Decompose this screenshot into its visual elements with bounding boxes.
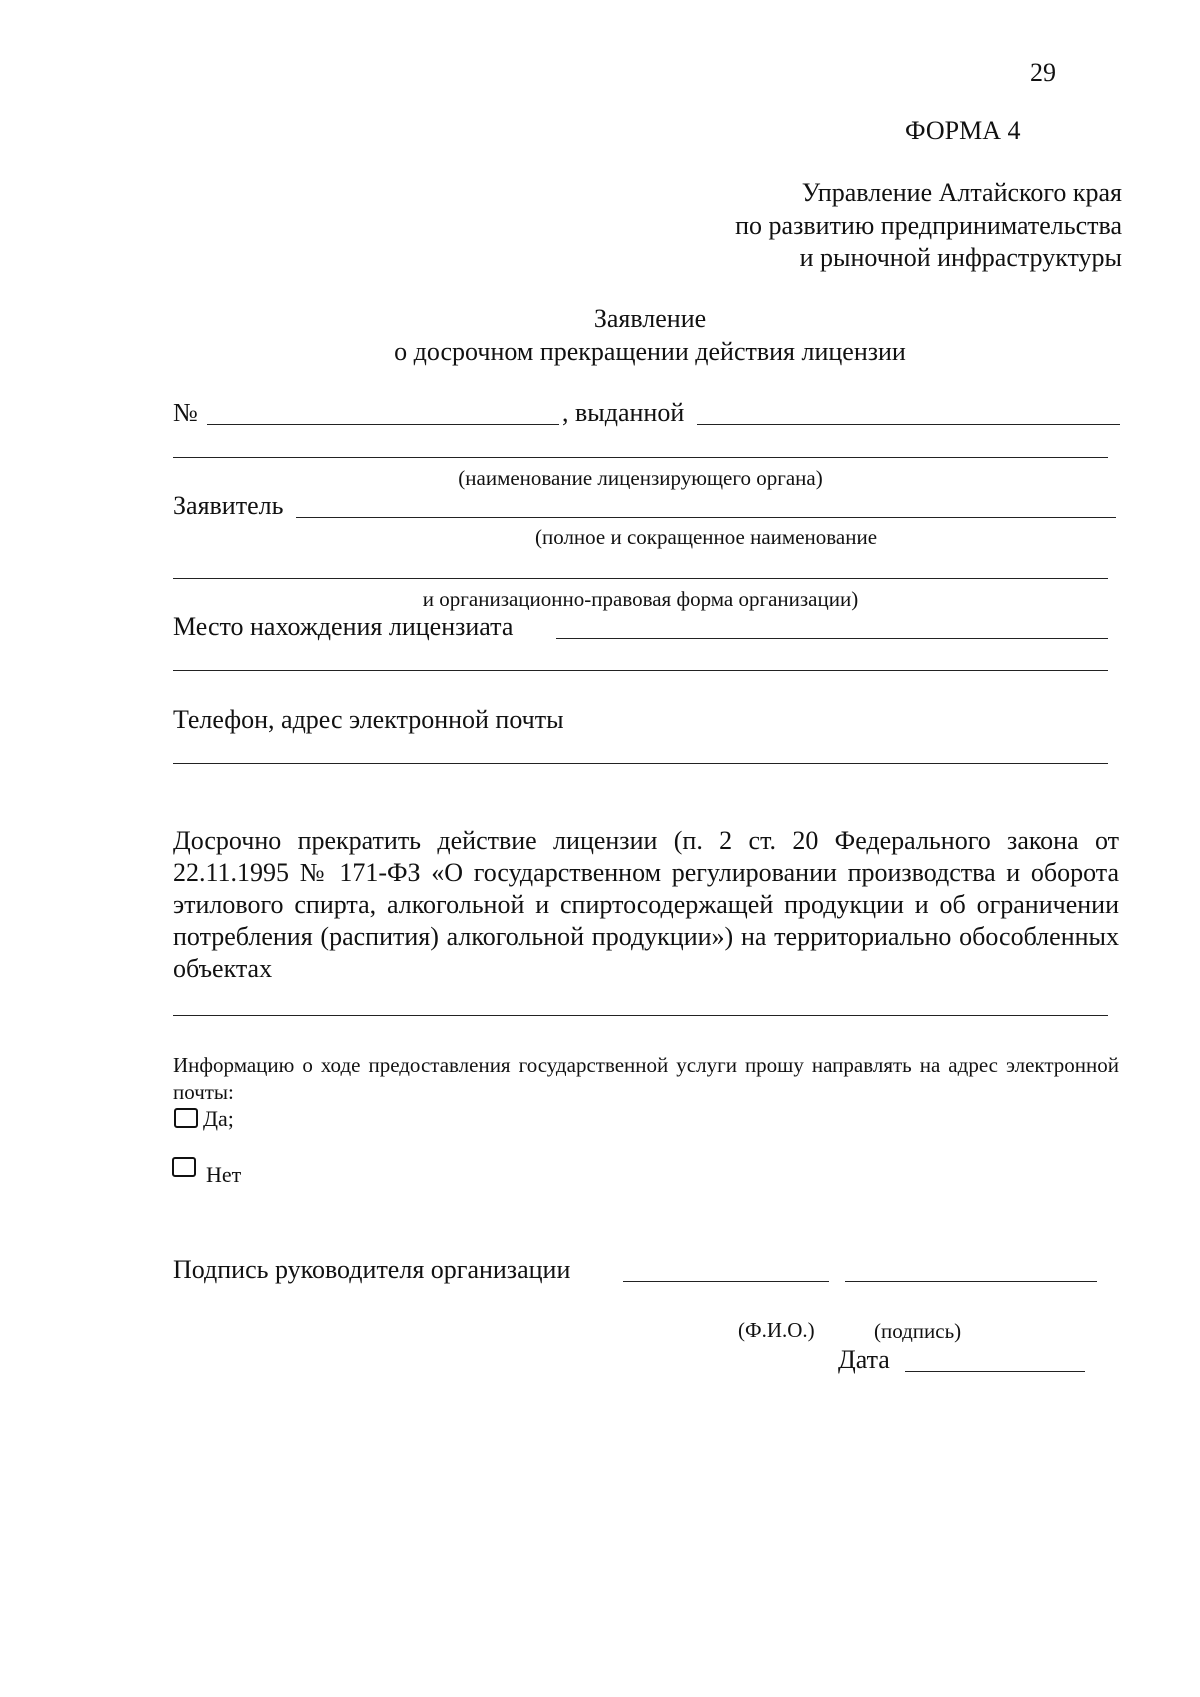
contacts-label: Телефон, адрес электронной почты bbox=[173, 705, 564, 734]
applicant-label: Заявитель bbox=[173, 491, 284, 520]
applicant-caption-2: и организационно-правовая форма организации) bbox=[422, 587, 859, 611]
date-line[interactable] bbox=[905, 1371, 1085, 1372]
location-line-2[interactable] bbox=[173, 670, 1108, 671]
fio-line[interactable] bbox=[623, 1281, 829, 1282]
signature-caption: (подпись) bbox=[874, 1319, 962, 1343]
notification-text: Информацию о ходе предоставления государственной услуги прошу направлять на адрес электронной почты: bbox=[173, 1053, 1119, 1104]
licensing-body-caption: (наименование лицензирующего органа) bbox=[458, 466, 823, 490]
applicant-line-2[interactable] bbox=[173, 578, 1108, 579]
request-objects-line[interactable] bbox=[173, 1015, 1108, 1016]
form-label: ФОРМА 4 bbox=[905, 116, 1021, 145]
document-subtitle: о досрочном прекращении действия лицензии bbox=[394, 337, 906, 366]
checkbox-no[interactable] bbox=[172, 1157, 196, 1177]
issued-by-line[interactable] bbox=[697, 424, 1120, 425]
signature-line[interactable] bbox=[845, 1281, 1097, 1282]
location-line[interactable] bbox=[556, 638, 1108, 639]
option-no-label: Нет bbox=[206, 1162, 242, 1187]
license-number-label: № bbox=[173, 398, 198, 427]
addressee-line-1: Управление Алтайского края bbox=[801, 178, 1122, 207]
licensing-body-line[interactable] bbox=[173, 457, 1108, 458]
applicant-line[interactable] bbox=[296, 517, 1116, 518]
issued-by-label: , выданной bbox=[562, 398, 685, 427]
document-title: Заявление bbox=[593, 304, 707, 333]
license-number-line[interactable] bbox=[207, 424, 559, 425]
addressee-line-3: и рыночной инфраструктуры bbox=[799, 243, 1122, 272]
contacts-line[interactable] bbox=[173, 763, 1108, 764]
applicant-caption-1: (полное и сокращенное наименование bbox=[534, 525, 878, 549]
checkbox-yes[interactable] bbox=[174, 1108, 198, 1128]
location-label: Место нахождения лицензиата bbox=[173, 612, 514, 641]
signature-label: Подпись руководителя организации bbox=[173, 1255, 571, 1284]
addressee-line-2: по развитию предпринимательства bbox=[735, 211, 1122, 240]
fio-caption: (Ф.И.О.) bbox=[738, 1318, 815, 1342]
page-number: 29 bbox=[1030, 58, 1056, 87]
date-label: Дата bbox=[838, 1345, 890, 1374]
option-yes-label: Да; bbox=[203, 1106, 234, 1131]
request-text: Досрочно прекратить действие лицензии (п. 2 ст. 20 Федерального закона от 22.11.1995 № 171-ФЗ «О государственном регулировании производства и оборота этилового спирта, алкогольной и спиртосодержащей продукции и об ограничении потребления (распития) алкогольной продукции») на территориально обособленных объектах bbox=[173, 826, 1119, 983]
